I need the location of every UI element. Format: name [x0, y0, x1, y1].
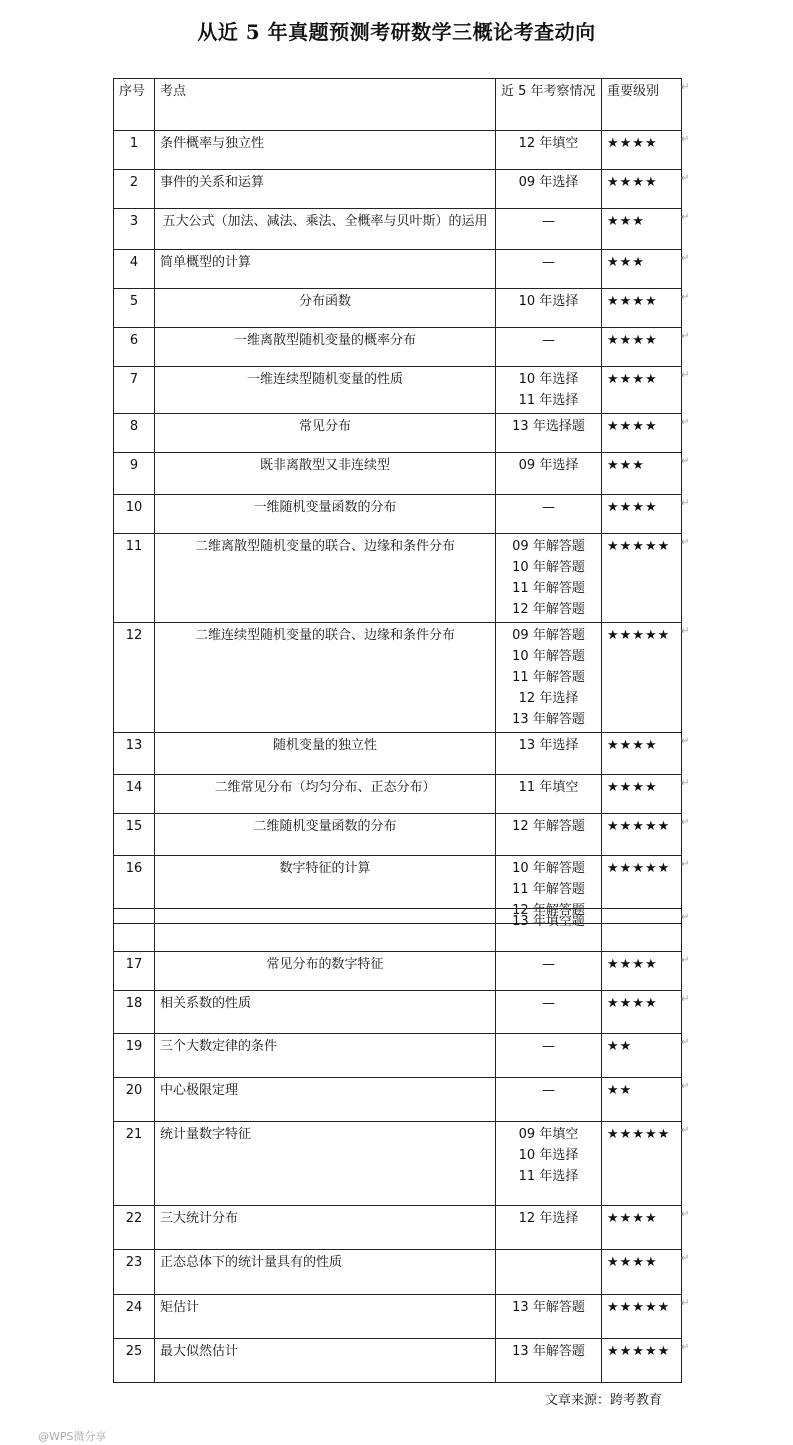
exam-year-entry: 13 年解答题	[512, 712, 585, 727]
return-mark: ↵	[681, 456, 690, 467]
table-row	[114, 209, 682, 250]
importance-stars: ★★★★	[602, 289, 682, 328]
row-topic: 事件的关系和运算	[155, 170, 496, 209]
importance-stars: ★★★★	[602, 170, 682, 209]
row-number: 14	[114, 775, 155, 814]
row-number: 20	[114, 1078, 155, 1122]
table-header-row	[114, 79, 682, 131]
importance-stars: ★★★★	[602, 414, 682, 453]
importance-stars: ★★★★	[602, 131, 682, 170]
row-exam-years	[496, 775, 602, 814]
header-level: 重要级别	[602, 79, 682, 131]
header-number: 序号	[114, 79, 155, 131]
row-topic: 条件概率与独立性	[155, 131, 496, 170]
row-topic	[155, 909, 496, 952]
importance-stars: ★★★★★	[602, 623, 682, 733]
return-mark: ↵	[681, 1081, 690, 1092]
row-number: 11	[114, 534, 155, 623]
exam-year-entry: —	[542, 333, 555, 348]
row-exam-years	[496, 814, 602, 856]
row-exam-years	[496, 991, 602, 1034]
return-mark: ↵	[681, 1125, 690, 1136]
exam-year-entry: 11 年解答题	[512, 581, 585, 596]
importance-stars: ★★★★	[602, 952, 682, 991]
row-topic: 三个大数定律的条件	[155, 1034, 496, 1078]
row-topic: 中心极限定理	[155, 1078, 496, 1122]
table-row	[114, 623, 682, 733]
row-exam-years	[496, 623, 602, 733]
row-topic: 常见分布	[155, 414, 496, 453]
row-topic: 二维常见分布（均匀分布、正态分布）	[155, 775, 496, 814]
table-row	[114, 534, 682, 623]
return-mark: ↵	[681, 1298, 690, 1309]
return-mark: ↵	[681, 331, 690, 342]
importance-stars: ★★★★	[602, 775, 682, 814]
table-row	[114, 909, 682, 952]
exam-year-entry: 10 年解答题	[512, 861, 585, 876]
exam-year-entry: —	[542, 1039, 555, 1054]
exam-year-entry: 09 年选择	[518, 458, 579, 473]
importance-stars: ★★★	[602, 209, 682, 250]
return-mark: ↵	[681, 736, 690, 747]
table-row	[114, 1250, 682, 1295]
source-note: 文章来源：跨考教育	[545, 1393, 663, 1408]
importance-stars: ★★★	[602, 250, 682, 289]
return-mark: ↵	[681, 817, 690, 828]
exam-year-entry: 10 年选择	[518, 1148, 579, 1163]
exam-year-entry: —	[542, 500, 555, 515]
exam-year-entry: 12 年解答题	[512, 819, 585, 834]
table-row	[114, 1078, 682, 1122]
row-number: 3	[114, 209, 155, 250]
row-exam-years	[496, 1295, 602, 1339]
row-number: 24	[114, 1295, 155, 1339]
row-exam-years	[496, 367, 602, 414]
return-mark: ↵	[681, 370, 690, 381]
row-number: 13	[114, 733, 155, 775]
row-number: 9	[114, 453, 155, 495]
row-number: 2	[114, 170, 155, 209]
row-topic: 矩估计	[155, 1295, 496, 1339]
exam-year-entry: 12 年解答题	[512, 602, 585, 617]
row-number: 4	[114, 250, 155, 289]
table-row	[114, 250, 682, 289]
return-mark: ↵	[681, 994, 690, 1005]
exam-year-entry: 11 年解答题	[512, 670, 585, 685]
exam-year-entry: 12 年选择	[518, 691, 579, 706]
row-topic: 二维离散型随机变量的联合、边缘和条件分布	[155, 534, 496, 623]
row-exam-years	[496, 414, 602, 453]
return-mark: ↵	[681, 626, 690, 637]
row-topic: 分布函数	[155, 289, 496, 328]
return-mark: ↵	[681, 173, 690, 184]
table-row	[114, 495, 682, 534]
row-topic: 一维离散型随机变量的概率分布	[155, 328, 496, 367]
importance-stars: ★★★★★	[602, 1295, 682, 1339]
row-topic: 一维随机变量函数的分布	[155, 495, 496, 534]
row-number: 15	[114, 814, 155, 856]
importance-stars: ★★	[602, 1078, 682, 1122]
exam-year-entry: 10 年解答题	[512, 649, 585, 664]
table-row	[114, 367, 682, 414]
row-topic: 一维连续型随机变量的性质	[155, 367, 496, 414]
row-exam-years	[496, 328, 602, 367]
row-exam-years	[496, 909, 602, 952]
table-row	[114, 1339, 682, 1383]
importance-stars: ★★★★	[602, 328, 682, 367]
row-exam-years	[496, 1206, 602, 1250]
importance-stars	[602, 909, 682, 952]
table-row	[114, 453, 682, 495]
exam-year-entry: 09 年解答题	[512, 539, 585, 554]
exam-year-entry: 13 年选择题	[512, 419, 585, 434]
exam-year-entry: 12 年填空	[518, 136, 579, 151]
row-number: 6	[114, 328, 155, 367]
importance-stars: ★★★★★	[602, 856, 682, 924]
table-row	[114, 328, 682, 367]
table-row	[114, 1295, 682, 1339]
row-number: 18	[114, 991, 155, 1034]
table-row	[114, 289, 682, 328]
row-exam-years	[496, 1339, 602, 1383]
row-number: 10	[114, 495, 155, 534]
return-mark: ↵	[681, 498, 690, 509]
table-row	[114, 1034, 682, 1078]
row-exam-years	[496, 1078, 602, 1122]
row-exam-years	[496, 495, 602, 534]
importance-stars: ★★★	[602, 453, 682, 495]
importance-stars: ★★★★	[602, 1206, 682, 1250]
row-number: 23	[114, 1250, 155, 1295]
row-number: 19	[114, 1034, 155, 1078]
table-row	[114, 952, 682, 991]
row-exam-years	[496, 209, 602, 250]
return-mark: ↵	[681, 1253, 690, 1264]
importance-stars: ★★★★	[602, 495, 682, 534]
table-row	[114, 991, 682, 1034]
row-number	[114, 909, 155, 952]
row-number: 16	[114, 856, 155, 924]
return-mark: ↵	[681, 778, 690, 789]
row-number: 22	[114, 1206, 155, 1250]
row-topic: 三大统计分布	[155, 1206, 496, 1250]
exam-year-entry: 11 年选择	[518, 1169, 579, 1184]
exam-table-part-2	[113, 908, 682, 1383]
exam-year-entry: 09 年填空	[518, 1127, 579, 1142]
row-number: 25	[114, 1339, 155, 1383]
importance-stars: ★★★★	[602, 1250, 682, 1295]
table-row	[114, 414, 682, 453]
row-number: 8	[114, 414, 155, 453]
row-exam-years	[496, 131, 602, 170]
row-number: 7	[114, 367, 155, 414]
row-number: 1	[114, 131, 155, 170]
exam-table-part-1	[113, 78, 682, 924]
row-exam-years	[496, 1034, 602, 1078]
row-topic: 五大公式（加法、减法、乘法、全概率与贝叶斯）的运用	[155, 209, 496, 250]
exam-year-entry: 09 年解答题	[512, 628, 585, 643]
return-mark: ↵	[681, 1037, 690, 1048]
row-exam-years	[496, 1250, 602, 1295]
row-exam-years	[496, 289, 602, 328]
row-exam-years	[496, 453, 602, 495]
exam-year-entry: 13 年解答题	[512, 1344, 585, 1359]
row-topic: 相关系数的性质	[155, 991, 496, 1034]
importance-stars: ★★★★★	[602, 1339, 682, 1383]
importance-stars: ★★★★★	[602, 814, 682, 856]
table-row	[114, 1206, 682, 1250]
exam-year-entry: —	[542, 957, 555, 972]
row-topic: 随机变量的独立性	[155, 733, 496, 775]
exam-year-entry: 11 年解答题	[512, 882, 585, 897]
table-row	[114, 1122, 682, 1206]
importance-stars: ★★★★★	[602, 1122, 682, 1206]
exam-year-entry: —	[542, 214, 555, 229]
exam-year-entry: —	[542, 1083, 555, 1098]
return-mark: ↵	[681, 82, 690, 93]
page-title: 从近 5 年真题预测考研数学三概论考查动向	[197, 20, 596, 44]
row-number: 21	[114, 1122, 155, 1206]
row-topic: 正态总体下的统计量具有的性质	[155, 1250, 496, 1295]
watermark: @WPS微分享	[38, 1430, 107, 1443]
return-mark: ↵	[681, 292, 690, 303]
exam-year-entry: 13 年填空题	[512, 914, 585, 929]
exam-year-entry: —	[542, 255, 555, 270]
exam-year-entry: 13 年解答题	[512, 1300, 585, 1315]
return-mark: ↵	[681, 1209, 690, 1220]
row-number: 5	[114, 289, 155, 328]
return-mark: ↵	[681, 417, 690, 428]
return-mark: ↵	[681, 253, 690, 264]
row-exam-years	[496, 952, 602, 991]
row-topic: 数字特征的计算	[155, 856, 496, 924]
return-mark: ↵	[681, 912, 690, 923]
row-topic: 最大似然估计	[155, 1339, 496, 1383]
exam-year-entry: —	[542, 996, 555, 1011]
exam-year-entry: 10 年选择	[518, 294, 579, 309]
importance-stars: ★★★★★	[602, 534, 682, 623]
exam-year-entry: 11 年选择	[518, 393, 579, 408]
exam-year-entry: 12 年解答题	[512, 903, 585, 918]
table-row	[114, 814, 682, 856]
header-topic: 考点	[155, 79, 496, 131]
header-years: 近 5 年考察情况	[496, 79, 602, 131]
row-topic: 二维随机变量函数的分布	[155, 814, 496, 856]
row-exam-years	[496, 534, 602, 623]
importance-stars: ★★★★	[602, 991, 682, 1034]
importance-stars: ★★★★	[602, 733, 682, 775]
table-row	[114, 733, 682, 775]
row-exam-years	[496, 733, 602, 775]
exam-year-entry: 10 年解答题	[512, 560, 585, 575]
importance-stars: ★★★★	[602, 367, 682, 414]
exam-year-entry: 11 年填空	[518, 780, 579, 795]
table-row	[114, 775, 682, 814]
exam-year-entry: 13 年选择	[518, 738, 579, 753]
return-mark: ↵	[681, 537, 690, 548]
row-topic: 简单概型的计算	[155, 250, 496, 289]
table-row	[114, 170, 682, 209]
exam-year-entry: 09 年选择	[518, 175, 579, 190]
row-number: 12	[114, 623, 155, 733]
row-number: 17	[114, 952, 155, 991]
exam-year-entry: 10 年选择	[518, 372, 579, 387]
row-topic: 二维连续型随机变量的联合、边缘和条件分布	[155, 623, 496, 733]
row-exam-years	[496, 250, 602, 289]
table-row	[114, 131, 682, 170]
return-mark: ↵	[681, 859, 690, 870]
return-mark: ↵	[681, 1342, 690, 1353]
return-mark: ↵	[681, 955, 690, 966]
return-mark: ↵	[681, 134, 690, 145]
return-mark: ↵	[681, 212, 690, 223]
row-exam-years	[496, 170, 602, 209]
row-exam-years	[496, 1122, 602, 1206]
row-topic: 既非离散型又非连续型	[155, 453, 496, 495]
importance-stars: ★★	[602, 1034, 682, 1078]
row-topic: 常见分布的数字特征	[155, 952, 496, 991]
row-topic: 统计量数字特征	[155, 1122, 496, 1206]
exam-year-entry: 12 年选择	[518, 1211, 579, 1226]
